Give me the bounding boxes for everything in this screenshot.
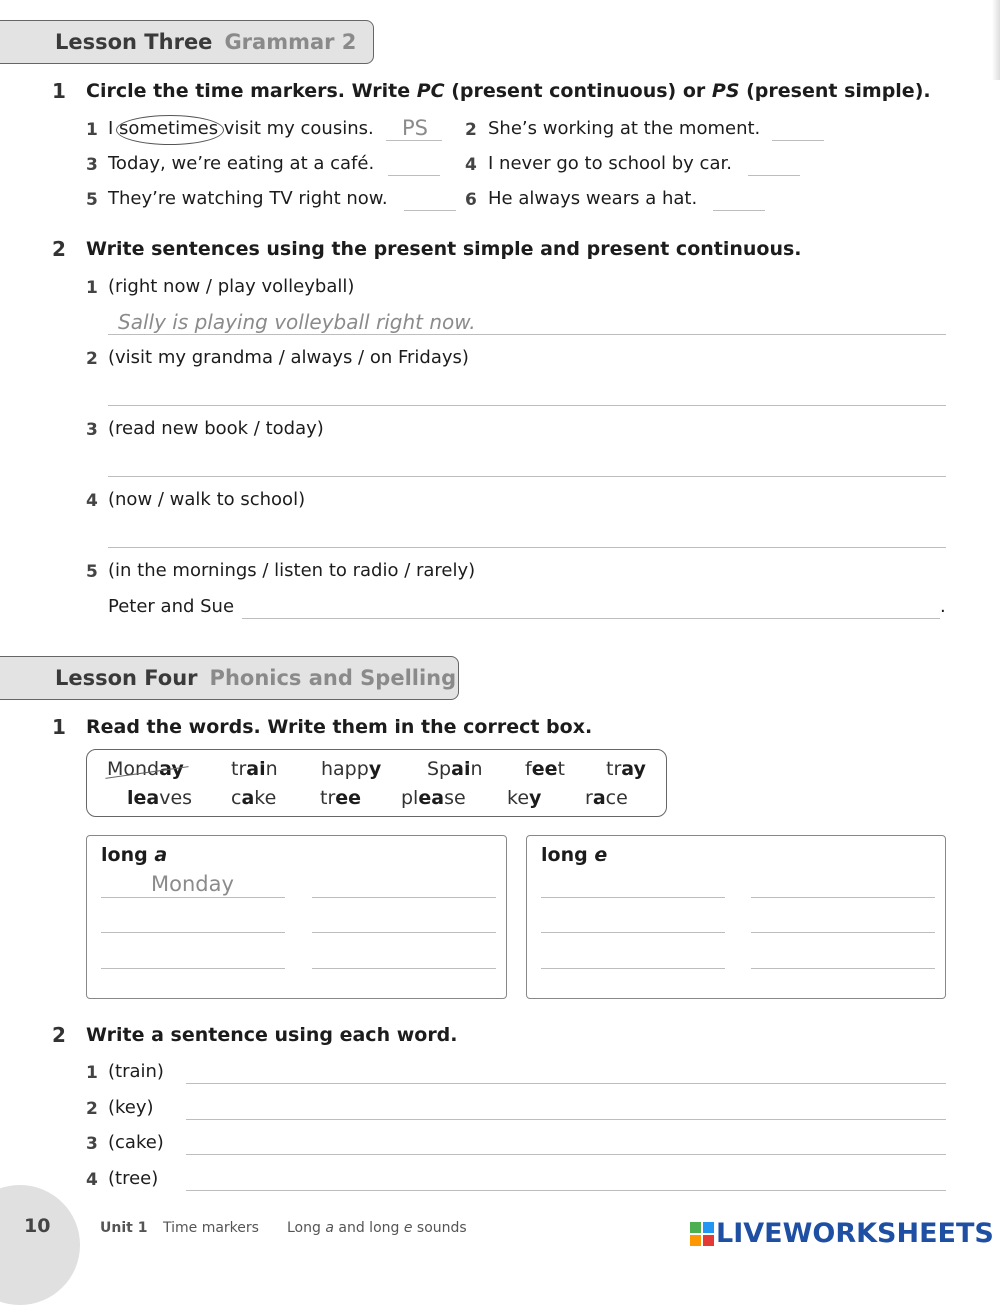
answer-line bbox=[386, 140, 442, 141]
word-monday[interactable]: Monday bbox=[107, 758, 184, 780]
word-happy[interactable]: happy bbox=[321, 758, 382, 780]
l3-ex1-item-3: Today, we’re eating at a café. bbox=[108, 153, 375, 174]
word-cake[interactable]: cake bbox=[231, 787, 277, 809]
circled-time-marker[interactable]: sometimes bbox=[119, 118, 219, 139]
l4-ex2-word-3: (cake) bbox=[108, 1132, 164, 1153]
l3-ex2-prompt-2: (visit my grandma / always / on Fridays) bbox=[108, 347, 469, 368]
page-number-circle bbox=[0, 1185, 80, 1305]
l3-ex1-item-number: 3 bbox=[86, 155, 98, 175]
long-a-line bbox=[101, 897, 285, 898]
l4-ex2-item-number: 3 bbox=[86, 1134, 98, 1154]
l3-ex1-answer-1[interactable]: PS bbox=[402, 116, 428, 140]
long-a-box bbox=[86, 835, 507, 999]
long-e-answer[interactable] bbox=[541, 968, 725, 969]
word-spain[interactable]: Spain bbox=[427, 758, 483, 780]
l3-ex1-item-number: 1 bbox=[86, 120, 98, 140]
l3-ex2-instruction: Write sentences using the present simple and present continuous. bbox=[86, 238, 802, 260]
long-a-answer[interactable] bbox=[312, 932, 496, 933]
l4-ex2-item-number: 1 bbox=[86, 1063, 98, 1083]
word-feet[interactable]: feet bbox=[525, 758, 565, 780]
l3-ex1-answer-2[interactable] bbox=[772, 140, 824, 141]
long-a-heading: long a bbox=[101, 844, 168, 866]
l3-ex2-prompt-1: (right now / play volleyball) bbox=[108, 276, 355, 297]
long-a-example: Monday bbox=[151, 872, 234, 896]
answer-line bbox=[108, 334, 946, 335]
l4-ex2-word-1: (train) bbox=[108, 1061, 164, 1082]
l3-ex2-item-number: 3 bbox=[86, 420, 98, 440]
l3-ex1-item-number: 2 bbox=[465, 120, 477, 140]
l3-ex2-item-number: 2 bbox=[86, 349, 98, 369]
long-a-answer[interactable] bbox=[101, 968, 285, 969]
l3-ex2-answer-5[interactable] bbox=[242, 618, 940, 619]
l4-ex2-answer-3[interactable] bbox=[186, 1154, 946, 1155]
footer-topic-2: Long a and long e sounds bbox=[287, 1220, 467, 1236]
l3-ex1-answer-6[interactable] bbox=[713, 210, 765, 211]
l3-ex2-item-number: 4 bbox=[86, 491, 98, 511]
logo-text: LIVEWORKSHEETS bbox=[716, 1218, 994, 1249]
lesson-three-banner bbox=[0, 20, 374, 64]
logo-grid-icon bbox=[690, 1222, 714, 1246]
l3-ex2-answer-3[interactable] bbox=[108, 476, 946, 477]
l4-ex2-item-number: 4 bbox=[86, 1170, 98, 1190]
l3-ex2-prompt-3: (read new book / today) bbox=[108, 418, 324, 439]
long-e-answer[interactable] bbox=[751, 968, 935, 969]
l4-ex2-item-number: 2 bbox=[86, 1099, 98, 1119]
l3-ex2-item-number: 5 bbox=[86, 562, 98, 582]
l4-ex2-word-2: (key) bbox=[108, 1097, 154, 1118]
l4-ex2-answer-2[interactable] bbox=[186, 1119, 946, 1120]
long-e-answer[interactable] bbox=[541, 932, 725, 933]
l4-ex2-number: 2 bbox=[52, 1023, 66, 1047]
l3-ex1-item-5: They’re watching TV right now. bbox=[108, 188, 388, 209]
lesson-four-subtitle: Phonics and Spelling bbox=[209, 666, 457, 690]
l3-ex1-item-number: 6 bbox=[465, 190, 477, 210]
footer-unit: Unit 1 bbox=[100, 1220, 148, 1236]
long-a-answer[interactable] bbox=[101, 932, 285, 933]
l3-ex1-item-6: He always wears a hat. bbox=[488, 188, 698, 209]
l4-ex1-instruction: Read the words. Write them in the correct box. bbox=[86, 716, 593, 738]
lesson-three-subtitle: Grammar 2 bbox=[224, 30, 357, 54]
l3-ex1-answer-4[interactable] bbox=[748, 175, 800, 176]
long-e-answer[interactable] bbox=[751, 897, 935, 898]
l3-ex2-starter-5: Peter and Sue bbox=[108, 596, 235, 617]
l3-ex2-answer-2[interactable] bbox=[108, 405, 946, 406]
l3-ex1-item-4: I never go to school by car. bbox=[488, 153, 732, 174]
page-number: 10 bbox=[24, 1215, 51, 1237]
l3-ex1-item-number: 4 bbox=[465, 155, 477, 175]
lesson-four-banner bbox=[0, 656, 459, 700]
l3-ex1-item-2: She’s working at the moment. bbox=[488, 118, 761, 139]
l3-ex1-answer-3[interactable] bbox=[388, 175, 440, 176]
page-edge-shadow bbox=[992, 0, 1000, 80]
l4-ex2-instruction: Write a sentence using each word. bbox=[86, 1024, 458, 1046]
word-tree[interactable]: tree bbox=[320, 787, 362, 809]
footer-topic-1: Time markers bbox=[163, 1220, 259, 1236]
sentence-period: . bbox=[940, 596, 946, 617]
long-a-answer[interactable] bbox=[312, 897, 496, 898]
l3-ex1-item-1: I sometimes visit my cousins. bbox=[108, 118, 374, 139]
l3-ex2-prompt-4: (now / walk to school) bbox=[108, 489, 306, 510]
l3-ex2-item-number: 1 bbox=[86, 278, 98, 298]
l3-ex2-prompt-5: (in the mornings / listen to radio / rarely) bbox=[108, 560, 476, 581]
l4-ex2-answer-1[interactable] bbox=[186, 1083, 946, 1084]
l4-ex2-answer-4[interactable] bbox=[186, 1190, 946, 1191]
long-e-answer[interactable] bbox=[751, 932, 935, 933]
l3-ex1-instruction: Circle the time markers. Write PC (present continuous) or PS (present simple). bbox=[86, 80, 931, 102]
word-train[interactable]: train bbox=[231, 758, 278, 780]
lesson-four-title: Lesson Four bbox=[55, 666, 198, 690]
lesson-three-title: Lesson Three bbox=[55, 30, 213, 54]
long-e-answer[interactable] bbox=[541, 897, 725, 898]
long-e-box bbox=[526, 835, 946, 999]
word-key[interactable]: key bbox=[507, 787, 542, 809]
l3-ex2-answer-4[interactable] bbox=[108, 547, 946, 548]
l4-ex1-number: 1 bbox=[52, 715, 66, 739]
long-e-heading: long e bbox=[541, 844, 608, 866]
long-a-answer[interactable] bbox=[312, 968, 496, 969]
l3-ex1-item-number: 5 bbox=[86, 190, 98, 210]
l3-ex2-answer-1[interactable]: Sally is playing volleyball right now. bbox=[118, 310, 476, 334]
word-box bbox=[86, 749, 667, 817]
word-race[interactable]: race bbox=[585, 787, 628, 809]
word-please[interactable]: please bbox=[401, 787, 466, 809]
l3-ex1-answer-5[interactable] bbox=[404, 210, 456, 211]
l3-ex2-number: 2 bbox=[52, 237, 66, 261]
liveworksheets-logo[interactable] bbox=[690, 1218, 994, 1249]
circle-annotation bbox=[116, 115, 224, 145]
word-tray[interactable]: tray bbox=[606, 758, 646, 780]
l3-ex1-number: 1 bbox=[52, 79, 66, 103]
l4-ex2-word-4: (tree) bbox=[108, 1168, 159, 1189]
word-leaves[interactable]: leaves bbox=[127, 787, 193, 809]
